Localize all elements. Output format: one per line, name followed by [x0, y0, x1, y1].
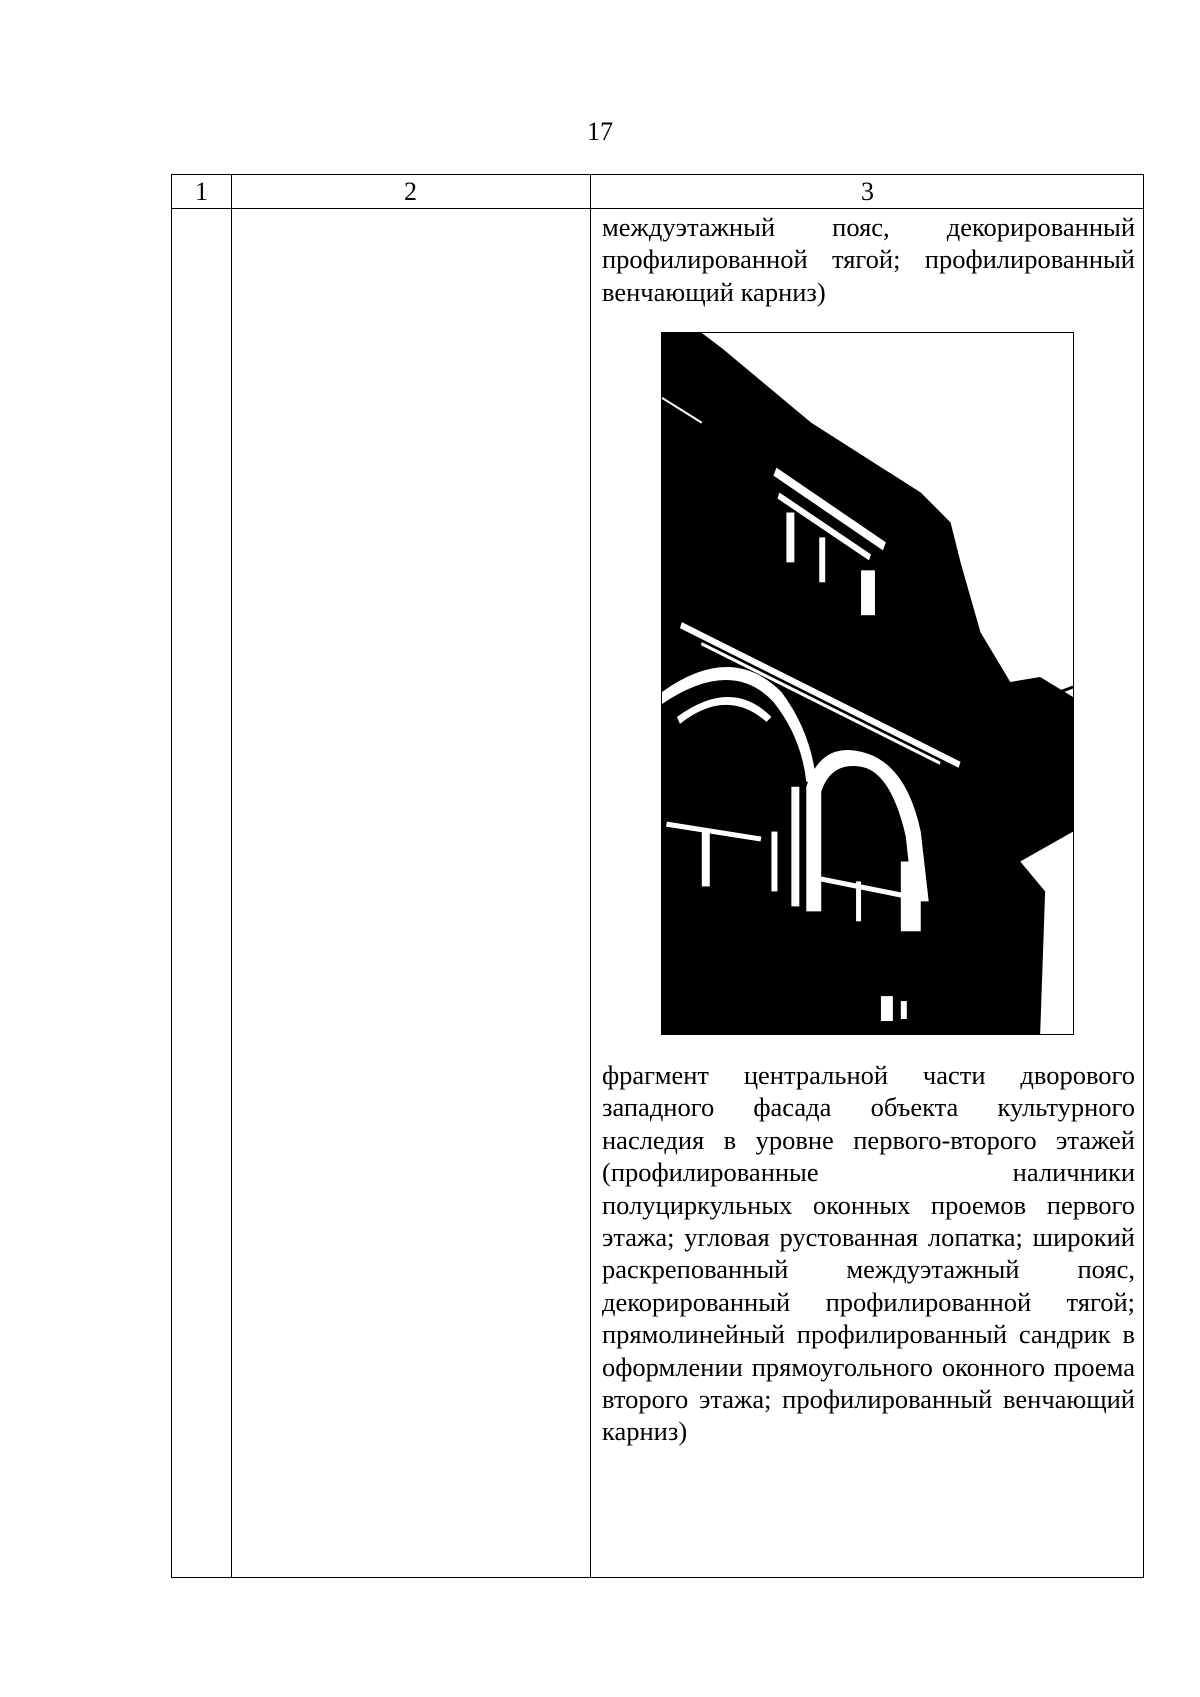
column-divider-1	[231, 175, 232, 1577]
cell-text-continuation: междуэтажный пояс, декорированный профилированной тягой; профилированный венчающий карниз)	[602, 212, 1135, 307]
header-separator	[172, 208, 1143, 209]
page-number: 17	[587, 117, 613, 146]
column-divider-2	[590, 175, 591, 1577]
facade-photo-graphic	[662, 333, 1073, 1034]
column-header-1: 1	[195, 177, 208, 206]
facade-photo	[661, 332, 1074, 1035]
column-header-2: 2	[404, 177, 417, 206]
document-table	[171, 174, 1144, 1578]
column-header-3: 3	[861, 177, 874, 206]
cell-text-caption: фрагмент центральной части дворового западного фасада объекта культурного наследия в уровне первого-второго этажей (профилированные наличники полуциркульных оконных проемов первого этажа; угловая рустованная лопатка; широкий раскрепованный междуэтажный пояс, декорированный профилированной тягой; прямолинейный профилированный сандрик в оформлении прямоугольного оконного проема второго этажа; профилированный венчающий карниз)	[602, 1060, 1135, 1447]
